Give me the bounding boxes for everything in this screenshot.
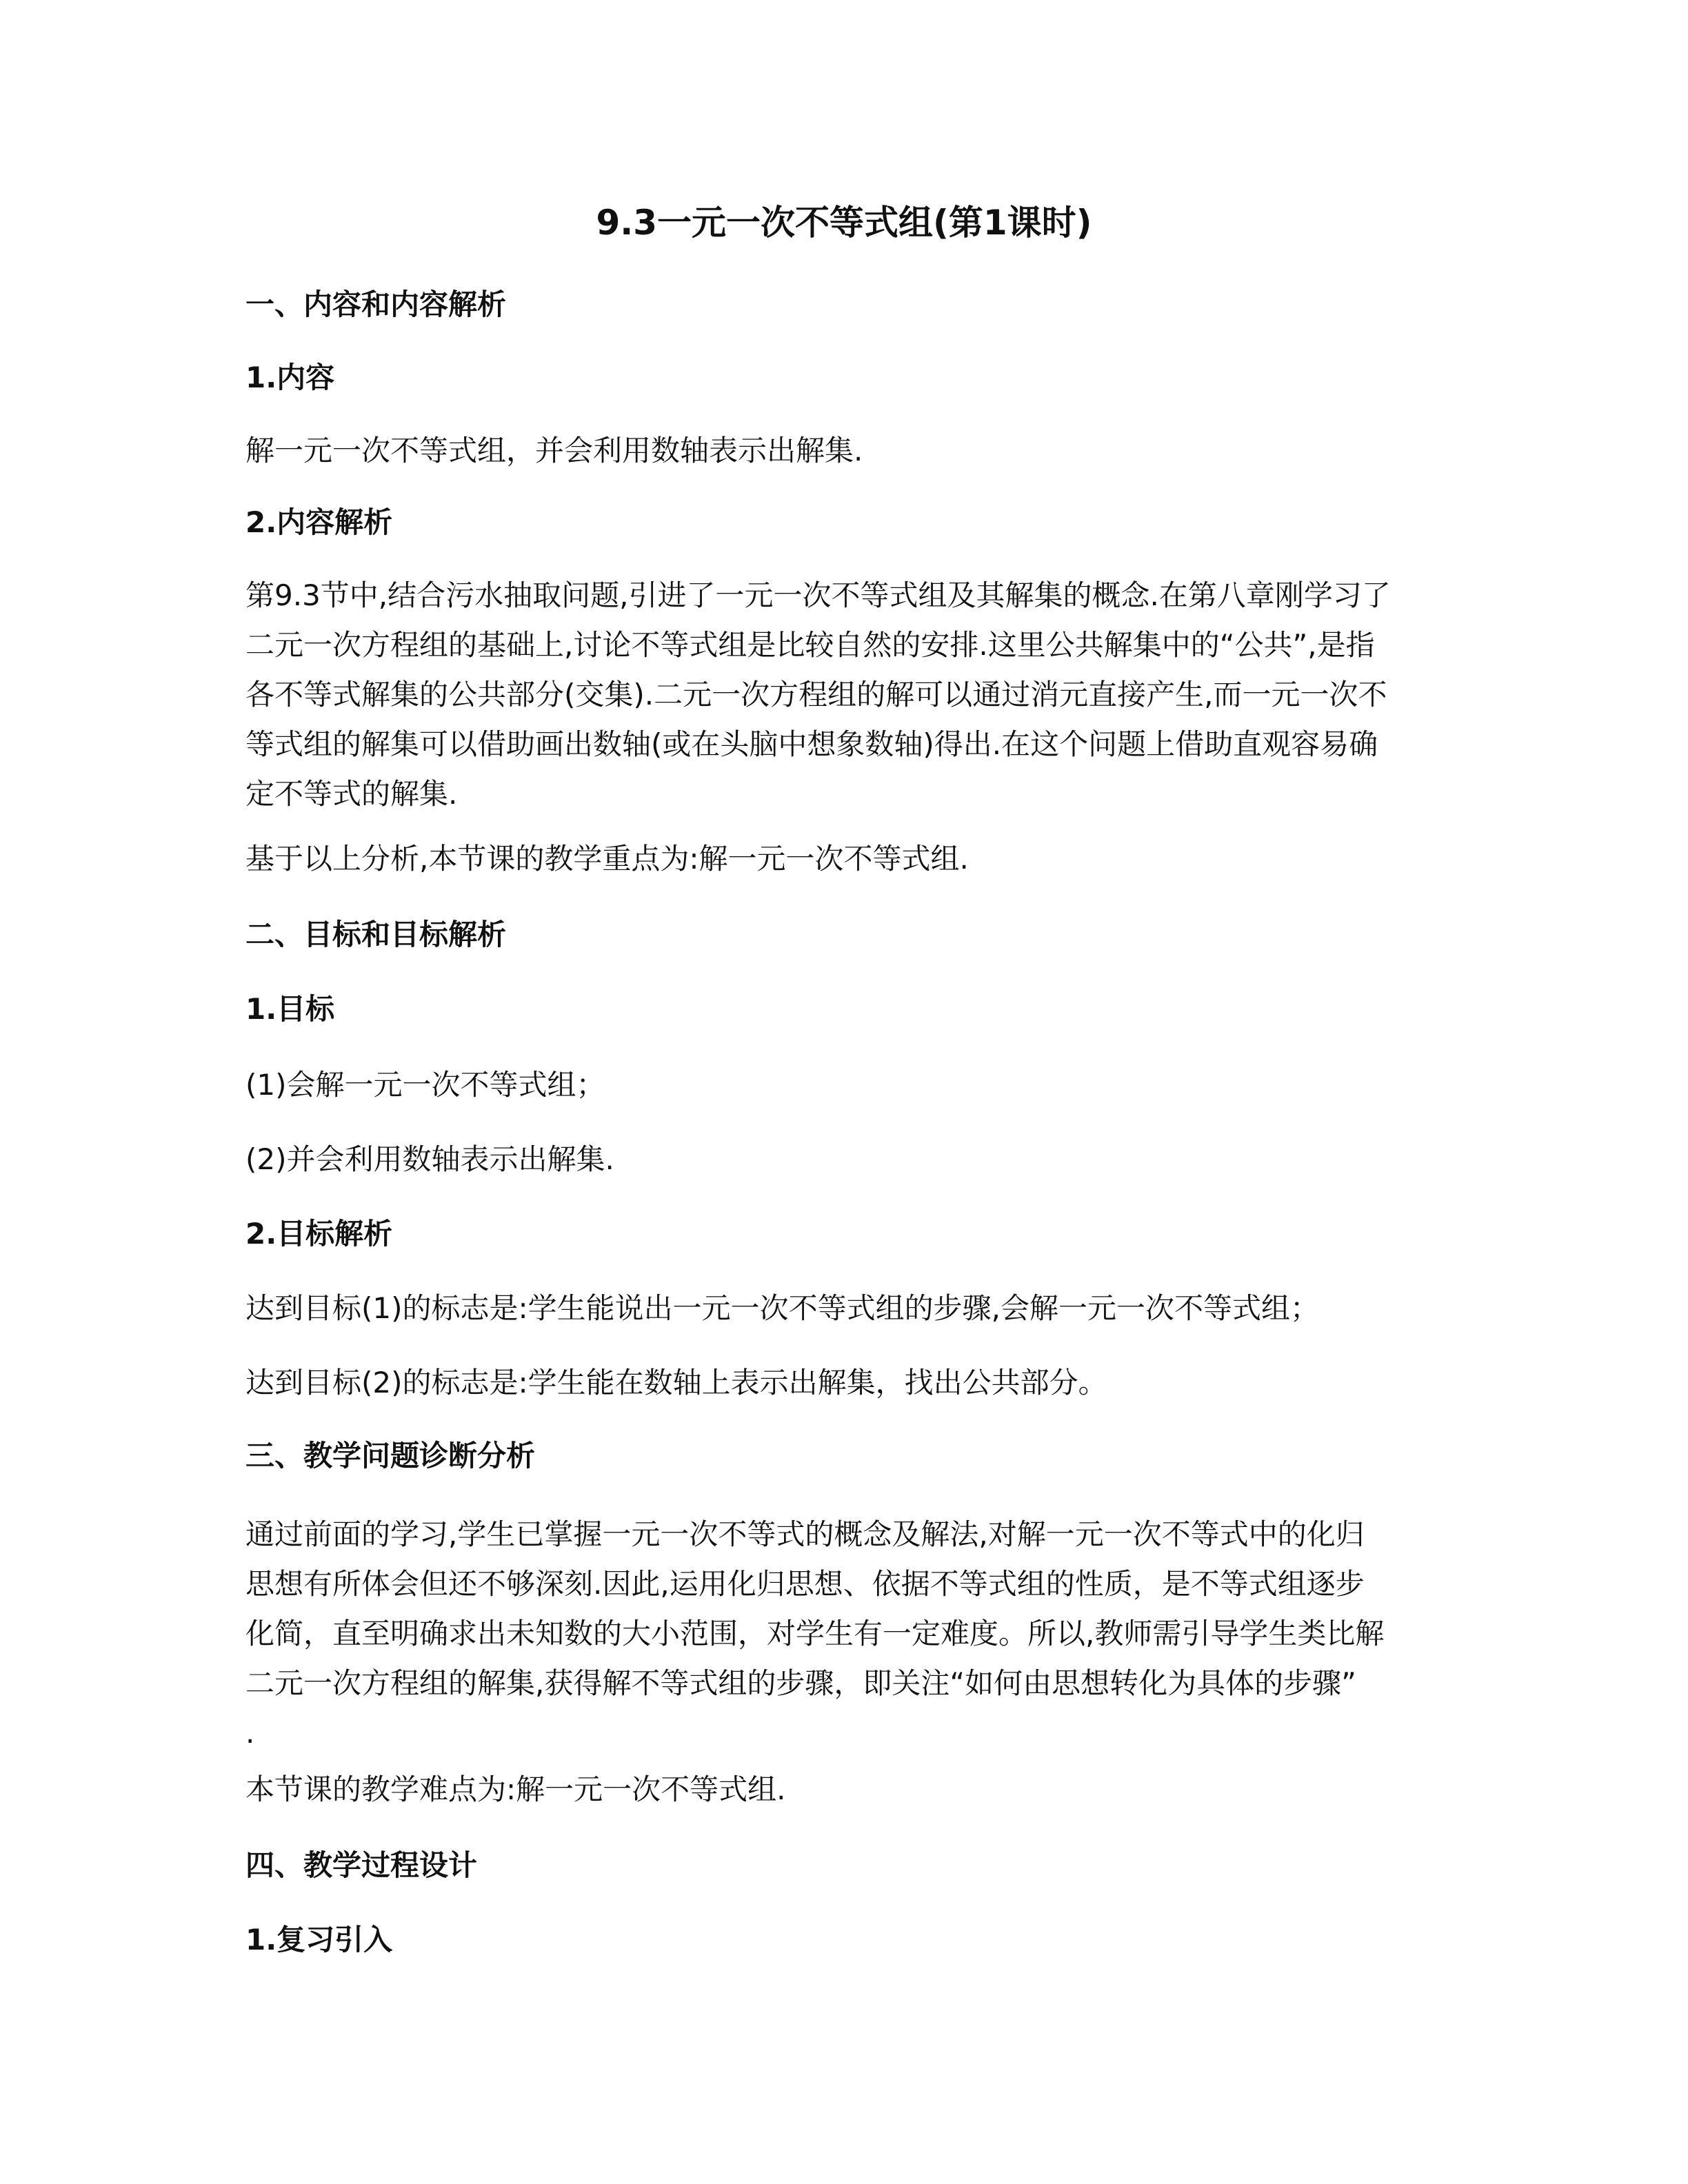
content-analysis-line: 定不等式的解集. <box>245 777 458 811</box>
content-analysis-line: 各不等式解集的公共部分(交集).二元一次方程组的解可以通过消元直接产生,而一元一次不 <box>245 678 1387 711</box>
section-4-heading: 四、教学过程设计 <box>245 1848 478 1882</box>
goal-analysis-2: 达到目标(2)的标志是:学生能在数轴上表示出解集，找出公共部分。 <box>245 1366 1107 1399</box>
content-analysis-line: 第9.3节中,结合污水抽取问题,引进了一元一次不等式组及其解集的概念.在第八章刚学习了 <box>245 578 1391 612</box>
diagnosis-paragraph <box>245 1510 1431 1758</box>
diagnosis-line: . <box>245 1716 255 1750</box>
section-2-sub-analysis-heading: 2.目标解析 <box>245 1217 393 1251</box>
section-1-sub-analysis-heading: 2.内容解析 <box>245 505 393 539</box>
section-1-sub-content-heading: 1.内容 <box>245 361 335 394</box>
section-4-sub-review-heading: 1.复习引入 <box>245 1923 393 1957</box>
section-2-sub-goal-heading: 1.目标 <box>245 992 335 1026</box>
content-analysis-paragraph <box>245 571 1431 819</box>
diagnosis-line: 二元一次方程组的解集,获得解不等式组的步骤，即关注“如何由思想转化为具体的步骤” <box>245 1666 1356 1700</box>
diagnosis-line: 化简，直至明确求出未知数的大小范围，对学生有一定难度。所以,教师需引导学生类比解 <box>245 1617 1385 1650</box>
difficulty-text: 本节课的教学难点为:解一元一次不等式组. <box>245 1772 786 1806</box>
goal-item-1: (1)会解一元一次不等式组； <box>245 1068 605 1102</box>
content-text: 解一元一次不等式组，并会利用数轴表示出解集. <box>245 434 863 467</box>
section-2-heading: 二、目标和目标解析 <box>245 918 507 951</box>
key-point-text: 基于以上分析,本节课的教学重点为:解一元一次不等式组. <box>245 842 969 876</box>
diagnosis-line: 通过前面的学习,学生已掌握一元一次不等式的概念及解法,对解一元一次不等式中的化归 <box>245 1517 1365 1551</box>
diagnosis-line: 思想有所体会但还不够深刻.因此,运用化归思想、依据不等式组的性质，是不等式组逐步 <box>245 1567 1365 1601</box>
goal-analysis-1: 达到目标(1)的标志是:学生能说出一元一次不等式组的步骤,会解一元一次不等式组； <box>245 1291 1319 1325</box>
goal-item-2: (2)并会利用数轴表示出解集. <box>245 1142 614 1176</box>
document-title: 9.3一元一次不等式组(第1课时) <box>596 203 1092 243</box>
section-1-heading: 一、内容和内容解析 <box>245 287 507 321</box>
section-3-heading: 三、教学问题诊断分析 <box>245 1439 536 1473</box>
content-analysis-line: 等式组的解集可以借助画出数轴(或在头脑中想象数轴)得出.在这个问题上借助直观容易确 <box>245 727 1378 761</box>
content-analysis-line: 二元一次方程组的基础上,讨论不等式组是比较自然的安排.这里公共解集中的“公共”,是指 <box>245 628 1375 662</box>
